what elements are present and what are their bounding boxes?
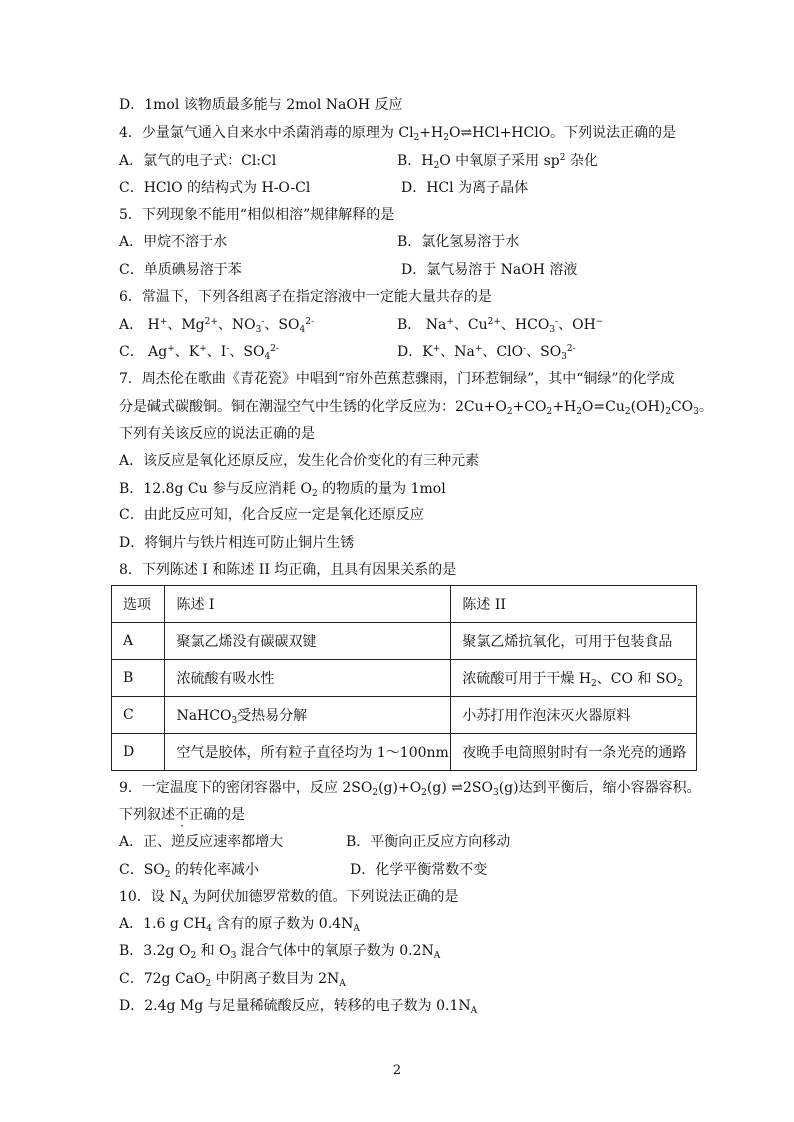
q6-option-b: B． Na+、$Cu^{2+}$、$HCO_3^-$、OH− — [397, 317, 604, 335]
q5-option-d: D．氯气易溶于 NaOH 溶液 — [401, 262, 578, 278]
q5-option-b: B．氯化氢易溶于水 — [397, 234, 520, 250]
q5-option-a: A．甲烷不溶于水 — [119, 234, 228, 250]
table-header-cell: 陈述 II — [451, 586, 697, 623]
q7-stem-line1: 7．周杰伦在歌曲《青花瓷》中唱到“帘外芭蕉惹骤雨，门环惹铜绿”，其中“铜绿”的化学成 — [119, 371, 675, 387]
table-cell: 聚氯乙烯没有碳碳双键 — [165, 623, 451, 660]
q6-option-c: C． Ag+、K+、I-、$SO_4^{2-}$ — [119, 344, 279, 362]
q6-option-a: A． H+、$Mg^{2+}$、$NO_3^-$、$SO_4^{2-}$ — [119, 317, 315, 335]
table-header-cell: 陈述 I — [165, 586, 451, 623]
q10-option-b: B．3.2g $O_2$ 和 $O_3$ 混合气体中的氧原子数为 $0.2N_A$ — [119, 943, 441, 961]
q10-option-c: C．72g CaO$_2$ 中阴离子数目为 $2N_A$ — [119, 971, 346, 989]
q10-stem: 10．设 $N_A$ 为阿伏加德罗常数的值。下列说法正确的是 — [119, 889, 459, 907]
q4-option-c: C．HClO 的结构式为 H-O-Cl — [119, 180, 311, 196]
q5-option-c: C．单质碘易溶于苯 — [119, 262, 242, 278]
q7-stem-line3: 下列有关该反应的说法正确的是 — [119, 426, 315, 442]
q7-option-a: A．该反应是氧化还原反应，发生化合价变化的有三种元素 — [119, 453, 480, 469]
table-header-row — [112, 586, 697, 623]
table-header-cell: 选项 — [112, 586, 165, 623]
table-row — [112, 697, 697, 734]
q9-option-a: A．正、逆反应速率都增大 — [119, 834, 284, 850]
q3-option-d: D．1mol 该物质最多能与 2mol NaOH 反应 — [119, 97, 403, 113]
q6-stem: 6．常温下，下列各组离子在指定溶液中一定能大量共存的是 — [119, 289, 492, 305]
q4-option-b: B．$H_2O$ 中氧原子采用 $sp^2$ 杂化 — [397, 153, 598, 171]
q7-stem-line2: 分是碱式碳酸铜。铜在潮湿空气中生锈的化学反应为：$2Cu+O_2+CO_2+H_2O=Cu_2(OH)_2CO_3$。 — [119, 399, 713, 417]
q9-option-b: B．平衡向正反应方向移动 — [346, 834, 511, 850]
q9-option-d: D．化学平衡常数不变 — [350, 862, 488, 878]
table-row — [112, 660, 697, 697]
q6-option-d: D．K+、Na+、ClO-、$SO_3^{2-}$ — [397, 344, 576, 362]
q4-option-a: A．氯气的电子式：Cl:Cl — [119, 153, 277, 169]
q7-option-c: C．由此反应可知，化合反应一定是氧化还原反应 — [119, 507, 424, 523]
q8-table — [111, 585, 697, 771]
table-cell: 浓硫酸有吸水性 — [165, 660, 451, 697]
table-cell: NaHCO$_3$受热易分解 — [165, 697, 451, 734]
table-cell: C — [112, 697, 165, 734]
q4-stem: 4．少量氯气通入自来水中杀菌消毒的原理为 $Cl_2+H_2O\rightleftharpoons HCl+HClO$。下列说法正确的是 — [119, 125, 677, 143]
table-cell: 浓硫酸可用于干燥 $H_2$、CO 和 $SO_2$ — [451, 660, 697, 697]
table-cell: B — [112, 660, 165, 697]
q8-stem: 8．下列陈述 I 和陈述 II 均正确，且具有因果关系的是 — [119, 562, 457, 578]
table-cell: 夜晚手电筒照射时有一条光亮的通路 — [451, 734, 697, 771]
q5-stem: 5．下列现象不能用“相似相溶”规律解释的是 — [119, 207, 395, 223]
q7-option-d: D．将铜片与铁片相连可防止铜片生锈 — [119, 535, 355, 551]
q10-option-a: A．1.6 g $CH_4$ 含有的原子数为 $0.4N_A$ — [119, 916, 360, 934]
q9-stem-line2: 下列叙述不正确的是 — [119, 807, 245, 823]
page-number: 2 — [392, 1063, 402, 1078]
q9-option-c: C．$SO_2$ 的转化率减小 — [119, 862, 259, 880]
q4-option-d: D．HCl 为离子晶体 — [401, 180, 529, 196]
table-row — [112, 734, 697, 771]
q10-option-d: D．2.4g Mg 与足量稀硫酸反应，转移的电子数为 $0.1N_A$ — [119, 998, 478, 1016]
table-row — [112, 623, 697, 660]
table-cell: 空气是胶体，所有粒子直径均为 1～100nm — [165, 734, 451, 771]
table-cell: D — [112, 734, 165, 771]
q9-stem-line1: 9．一定温度下的密闭容器中，反应 $2SO_2(g)+O_2(g)$ $\rightleftharpoons 2SO_3(g)$达到平衡后，缩小容器容积。 — [119, 780, 701, 798]
table-cell: 小苏打用作泡沫灭火器原料 — [451, 697, 697, 734]
table-cell: 聚氯乙烯抗氧化，可用于包装食品 — [451, 623, 697, 660]
q7-option-b: B．12.8g Cu 参与反应消耗 $O_2$ 的物质的量为 1mol — [119, 481, 446, 499]
emphasis-dot: 不 — [175, 807, 189, 823]
table-cell: A — [112, 623, 165, 660]
